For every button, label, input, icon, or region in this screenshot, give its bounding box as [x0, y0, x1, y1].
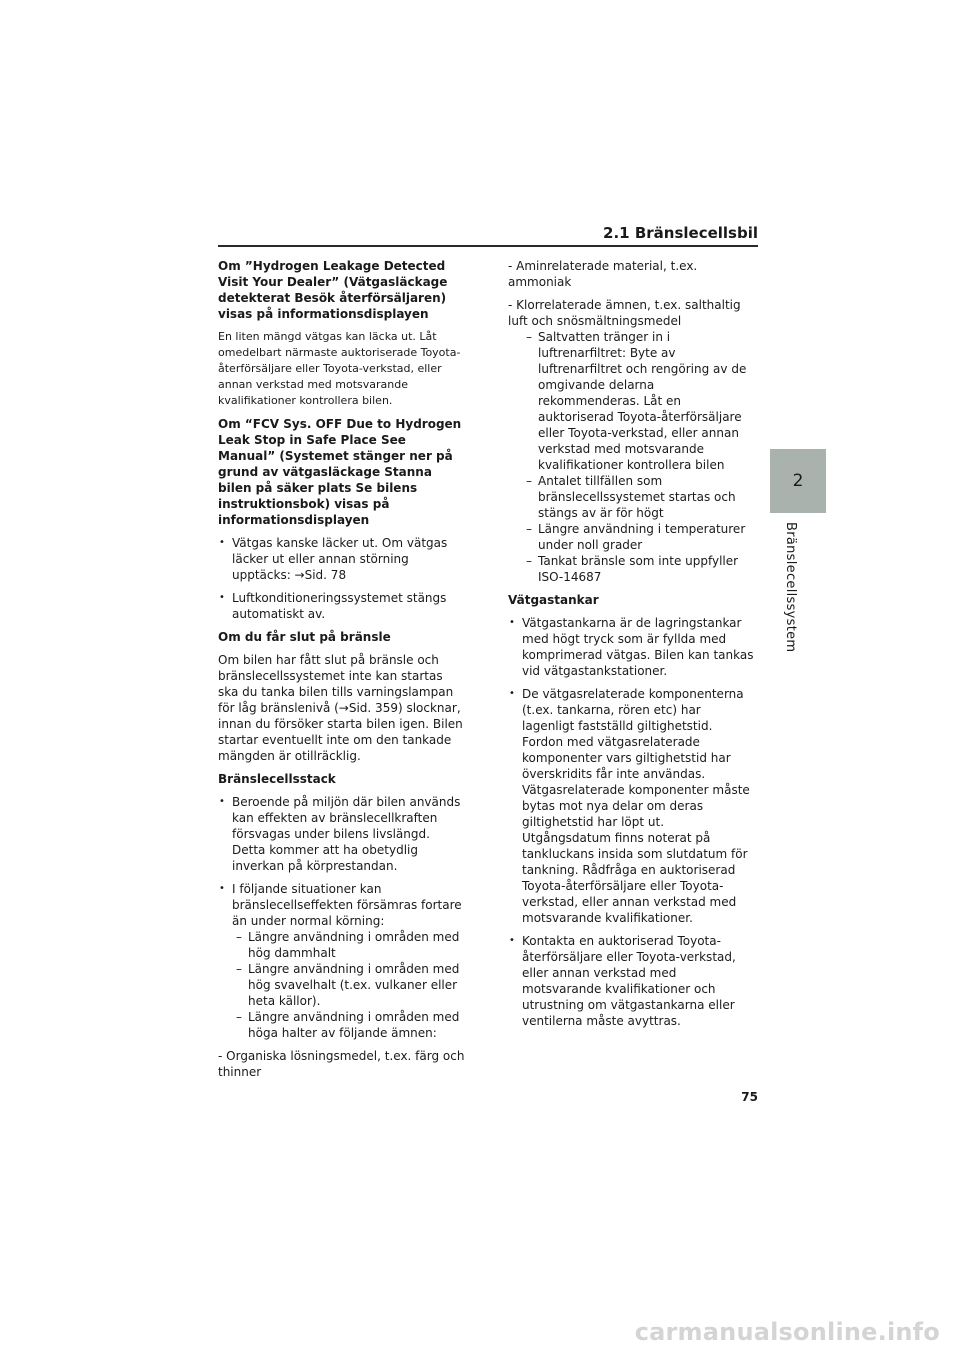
page-number: 75	[741, 1090, 758, 1104]
heading-fcv-sys-off: Om “FCV Sys. OFF Due to Hydrogen Leak Stop in Safe Place See Manual” (Systemet stänger ner på grund av vätgasläckage Stanna bilen på säker plats Se bilens instruktionsbok) visas på informationsdisplayen	[218, 417, 462, 527]
paragraph-leak-advice: En liten mängd vätgas kan läcka ut. Låt omedelbart närmaste auktoriserade Toyota-återförsäljare eller Toyota-verkstad, eller annan verkstad med motsvarande kvalifikationer kontrollera bilen.	[218, 330, 461, 407]
heading-fuel-cell-stack: Bränslecellsstack	[218, 772, 336, 786]
dash-item-start-stop: – Antalet tillfällen som bränslecellssystemet startas och stängs av är för högt	[508, 473, 756, 521]
heading-hydrogen-leakage: Om ”Hydrogen Leakage Detected Visit Your Dealer” (Vätgasläckage detekterat Besök återförsäljaren) visas på informationsdisplayen	[218, 259, 448, 321]
section-header-title: 2.1 Bränslecellsbil	[603, 224, 758, 242]
dash-item-substances: – Längre användning i områden med höga halter av följande ämnen:	[218, 1009, 466, 1041]
watermark: carmanualsonline.info	[634, 1318, 940, 1346]
dash-item-iso-fuel: – Tankat bränsle som inte uppfyller ISO-14687	[508, 553, 756, 585]
bullet-situations: • I följande situationer kan bränslecellseffekten försämras fortare än under normal körning:	[218, 881, 466, 929]
heading-out-of-fuel: Om du får slut på bränsle	[218, 630, 391, 644]
chapter-tab	[770, 449, 826, 513]
bullet-tanks-storage: • Vätgastankarna är de lagringstankar med högt tryck som är fyllda med komprimerad vätgas. Bilen kan tankas vid vätgastankstationer.	[508, 615, 756, 679]
left-column	[218, 258, 466, 1087]
right-column	[508, 258, 756, 1036]
bullet-tanks-validity: • De vätgasrelaterade komponenterna (t.ex. tankarna, rören etc) har lagenligt fastställd giltighetstid. Fordon med vätgasrelaterade komponenter vars giltighetstid har överskridits får inte användas. Vätgasrelaterade komponenter måste bytas mot nya delar om deras giltighetstid har löpt ut. Utgångsdatum finns noterat på tankluckans insida som slutdatum för tankning. Rådfråga en auktoriserad Toyota-återförsäljare eller Toyota-verkstad, eller annan verkstad med motsvarande kvalifikationer.	[508, 686, 756, 926]
header-divider	[218, 245, 758, 247]
paragraph-amine: - Aminrelaterade material, t.ex. ammoniak	[508, 259, 698, 289]
paragraph-organic-solvents: - Organiska lösningsmedel, t.ex. färg och thinner	[218, 1049, 465, 1079]
bullet-air-conditioning: • Luftkonditioneringssystemet stängs automatiskt av.	[218, 590, 466, 622]
bullet-hydrogen-leak: • Vätgas kanske läcker ut. Om vätgas läcker ut eller annan störning upptäcks: →Sid. 78	[218, 535, 466, 583]
dash-item-sulfur: – Längre användning i områden med hög svavelhalt (t.ex. vulkaner eller heta källor).	[218, 961, 466, 1009]
bullet-fuel-cell-degradation: • Beroende på miljön där bilen används kan effekten av bränslecellkraften försvagas under bilens livslängd. Detta kommer att ha obetydlig inverkan på körprestandan.	[218, 794, 466, 874]
chapter-number: 2	[792, 471, 804, 491]
heading-hydrogen-tanks: Vätgastankar	[508, 593, 599, 607]
paragraph-chlorine: - Klorrelaterade ämnen, t.ex. salthaltig luft och snösmältningsmedel	[508, 298, 741, 328]
bullet-tanks-disposal: • Kontakta en auktoriserad Toyota-återförsäljare eller Toyota-verkstad, eller annan verkstad med motsvarande kvalifikationer och utrustning om vätgastankarna eller ventilerna måste avyttras.	[508, 933, 756, 1029]
paragraph-out-of-fuel: Om bilen har fått slut på bränsle och bränslecellssystemet inte kan startas ska du tanka bilen tills varningslampan för låg bränslenivå (→Sid. 359) slocknar, innan du försöker starta bilen igen. Bilen startar eventuellt inte om den tankade mängden är otillräcklig.	[218, 653, 463, 763]
dash-item-cold: – Längre användning i temperaturer under noll grader	[508, 521, 756, 553]
dash-item-saltwater: – Saltvatten tränger in i luftrenarfiltret: Byte av luftrenarfiltret och rengöring av de omgivande delarna rekommenderas. Låt en auktoriserad Toyota-återförsäljare eller Toyota-verkstad, eller annan verkstad med motsvarande kvalifikationer kontrollera bilen	[508, 329, 756, 473]
chapter-label: Bränslecellssystem	[783, 522, 798, 653]
dash-item-dust: – Längre användning i områden med hög dammhalt	[218, 929, 466, 961]
